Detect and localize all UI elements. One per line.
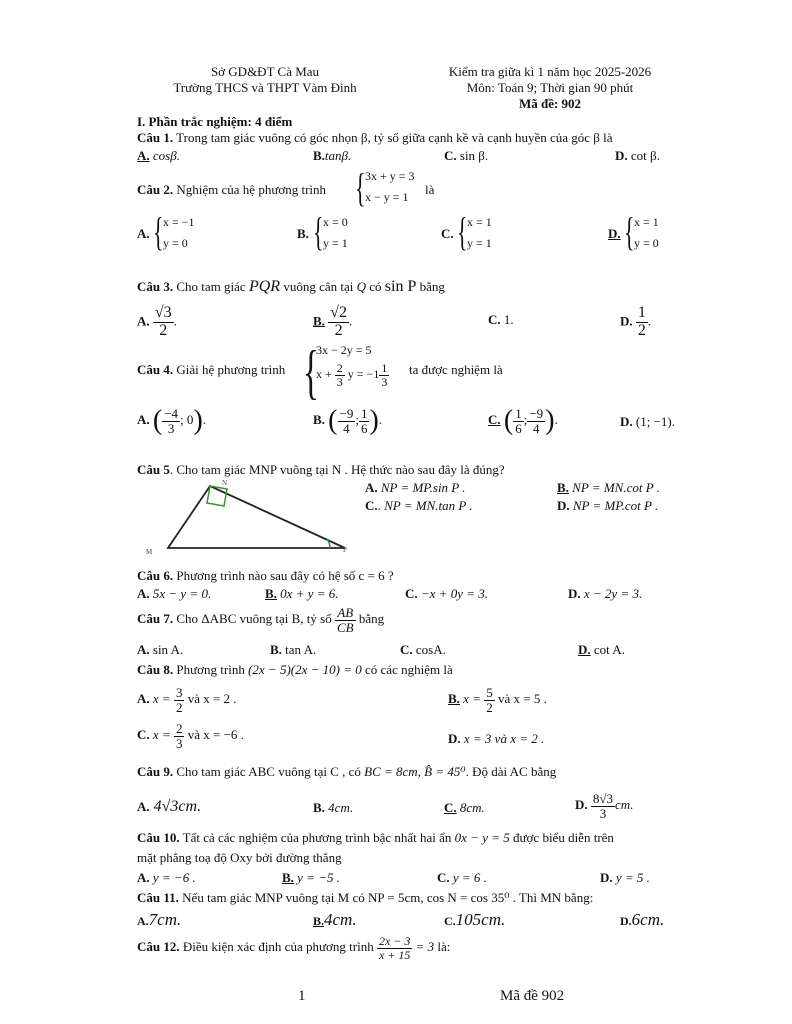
q2-system-brace: { (355, 165, 366, 210)
q2-a-line1: x = −1 (163, 215, 195, 229)
q1-text: Trong tam giác vuông có góc nhọn β, tỷ số giữa cạnh kề và cạnh huyền của góc β là (176, 130, 613, 145)
q2-d-brace: { (624, 209, 635, 254)
q2-b-line2: y = 1 (323, 236, 348, 250)
question-6: Câu 6. Phương trình nào sau đây có hệ số c = 6 ? (137, 568, 394, 583)
q4-eq2: x + $\frac{2}{3}$ y = −1 $\frac{1}{3}$ (316, 361, 388, 389)
footer-code: Mã đề 902 (500, 988, 565, 1004)
q3-option-a: A. $\frac{√3}{2}$ . (137, 304, 177, 339)
question-7: Câu 7. Cho ΔABC vuông tại B, tỷ số $\frac{AB}{CB}$ bằng (137, 605, 385, 635)
exam-code: Mã đề: 902 (518, 96, 582, 111)
q2-after: là (425, 182, 435, 197)
school-name: Trường THCS và THPT Vàm Đình (173, 80, 357, 95)
q2-eq2: x − y = 1 (365, 190, 409, 204)
q9-option-b: B. 4cm. (313, 800, 354, 815)
q2-b-brace: { (313, 209, 324, 254)
q5-option-a: A. NP = MP.sin P . (365, 480, 466, 495)
q7-option-d: D. cot A. (578, 642, 625, 657)
q4-eq1: 3x − 2y = 5 (316, 343, 372, 357)
q1-label: Câu 1. (137, 130, 174, 145)
q2-option-c-label: C. (441, 226, 454, 241)
question-10: Câu 10. Tất cả các nghiệm của phương trình bậc nhất hai ẩn 0x − y = 5 được biểu diễn trên (137, 830, 614, 845)
q10-option-c: C. y = 6 . (437, 870, 487, 885)
q1-option-d: D. cot β. (615, 148, 660, 163)
q11-option-c: C.105cm. (444, 910, 506, 929)
q4-option-d: D. (1; −1). (620, 414, 675, 429)
q2-c-brace: { (457, 209, 468, 254)
q4-option-c: C. ( $\frac{1}{6}$ ; $\frac{-9}{4}$ ). (488, 405, 558, 436)
q2-option-a-label: A. (137, 226, 150, 241)
q11-option-d: D.6cm. (620, 910, 665, 929)
q2-a-line2: y = 0 (163, 236, 188, 250)
question-5: Câu 5. Cho tam giác MNP vuông tại N . Hệ thức nào sau đây là đúng? (137, 462, 505, 477)
q9-option-a: A. 4√3cm. (137, 798, 202, 815)
question-8: Câu 8. Phương trình (2x − 5)(2x − 10) = 0 có các nghiệm là (137, 662, 453, 677)
q6-option-b: B. 0x + y = 6. (265, 586, 339, 601)
question-4: Câu 4. Giải hệ phương trình (137, 362, 286, 377)
q6-option-c: C. −x + 0y = 3. (405, 586, 488, 601)
q7-option-a: A. sin A. (137, 642, 184, 657)
q2-b-line1: x = 0 (323, 215, 348, 229)
q2-option-d-label: D. (608, 226, 621, 241)
q2-c-line2: y = 1 (467, 236, 492, 250)
q2-eq1: 3x + y = 3 (365, 169, 415, 183)
page-number: 1 (298, 988, 306, 1004)
q9-option-c: C. 8cm. (444, 800, 485, 815)
vertex-m-label: M (146, 548, 153, 556)
q10-option-a: A. y = −6 . (137, 870, 196, 885)
q2-option-b-label: B. (297, 226, 309, 241)
q11-option-b: B.4cm. (313, 910, 357, 929)
exam-title: Kiểm tra giữa kì 1 năm học 2025-2026 (448, 64, 652, 79)
question-3: Câu 3. Cho tam giác PQR vuông cân tại Q có sin P bằng (137, 278, 445, 295)
q11-option-a: A.7cm. (137, 910, 182, 929)
q3-option-c: C. 1. (488, 312, 514, 327)
q5-option-c: C.. NP = MN.tan P . (365, 498, 473, 513)
q3-option-b: B. $\frac{√2}{2}$ . (313, 304, 353, 339)
exam-subject: Môn: Toán 9; Thời gian 90 phút (466, 80, 634, 95)
q4-after: ta được nghiệm là (409, 362, 503, 377)
q5-option-d: D. NP = MP.cot P . (557, 498, 659, 513)
q8-option-c: C. x = $\frac{2}{3}$ và x = −6 . (137, 721, 244, 751)
q3-option-d: D. $\frac{1}{2}$ . (620, 304, 652, 339)
q2-d-line1: x = 1 (634, 215, 659, 229)
q5-option-b: B. NP = MN.cot P . (557, 480, 660, 495)
q10-option-d: D. y = 5 . (600, 870, 650, 885)
section-title: I. Phần trắc nghiệm: 4 điểm (137, 114, 293, 129)
question-11: Câu 11. Nếu tam giác MNP vuông tại M có NP = 5cm, cos N = cos 35⁰ . Thì MN bằng: (137, 890, 594, 905)
q2-a-brace: { (153, 209, 164, 254)
q1-option-c: C. sin β. (444, 148, 489, 163)
q2-d-line2: y = 0 (634, 236, 659, 250)
q1-option-b: B.tanβ. (313, 148, 352, 163)
triangle-figure (140, 478, 360, 562)
vertex-n-label: N (222, 479, 228, 487)
dept-name: Sở GD&ĐT Cà Mau (210, 64, 320, 79)
q10-option-b: B. y = −5 . (282, 870, 340, 885)
q6-option-a: A. 5x − y = 0. (137, 586, 212, 601)
q10-line2: mặt phẳng toạ độ Oxy bởi đường thẳng (137, 850, 342, 865)
q6-option-d: D. x − 2y = 3. (568, 586, 643, 601)
vertex-p-label: P (343, 546, 347, 554)
q7-option-b: B. tan A. (270, 642, 317, 657)
question-1 (137, 130, 613, 146)
question-9: Câu 9. Cho tam giác ABC vuông tại C , có BC = 8cm, B̂ = 45⁰. Độ dài AC bằng (137, 764, 557, 779)
q1-option-a: A. cosβ. (137, 148, 180, 163)
question-12: Câu 12. Điều kiện xác định của phương trình $\frac{2x - 3}{x + 15}$ = 3 là: (137, 934, 451, 962)
q4-option-a: A. ( $\frac{-4}{3}$ ; 0). (137, 405, 207, 436)
q8-option-b: B. x = $\frac{5}{2}$ và x = 5 . (448, 685, 547, 715)
q8-option-d: D. x = 3 và x = 2 . (448, 731, 545, 746)
q7-option-c: C. cosA. (400, 642, 446, 657)
q2-c-line1: x = 1 (467, 215, 492, 229)
triangle-mnp (168, 486, 345, 548)
question-2: Câu 2. Nghiệm của hệ phương trình (137, 182, 327, 197)
q4-option-b: B. ( $\frac{-9}{4}$ ; $\frac{1}{6}$ ). (313, 405, 383, 436)
q8-option-a: A. x = $\frac{3}{2}$ và x = 2 . (137, 685, 237, 715)
q4-system-brace: { (303, 339, 319, 405)
q9-option-d: D. $\frac{8√3}{3}$ cm. (575, 791, 634, 821)
